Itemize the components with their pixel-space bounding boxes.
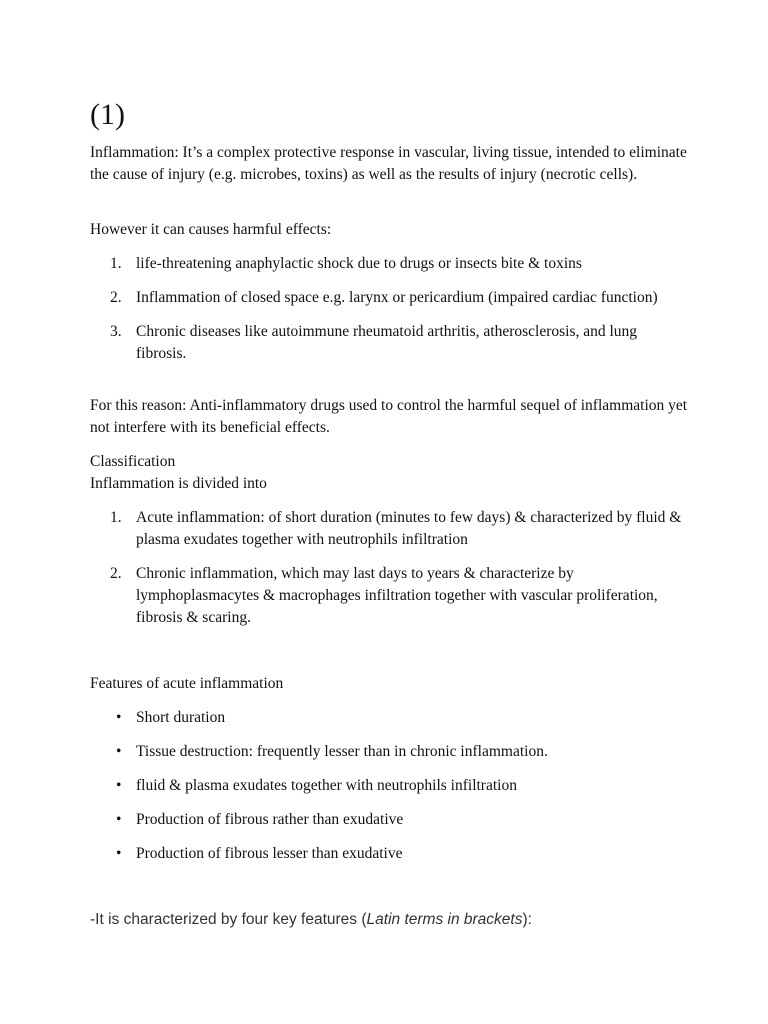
list-item [90, 253, 690, 275]
harmful-intro: However it can causes harmful effects: [90, 221, 332, 238]
list-item-text: Inflammation of closed space e.g. larynx or pericardium (impaired cardiac function) [136, 289, 658, 306]
list-item-text: Tissue destruction: frequently lesser than in chronic inflammation. [136, 743, 548, 760]
bullet-icon: • [116, 709, 122, 726]
list-item [90, 775, 690, 797]
bullet-icon: • [116, 811, 122, 828]
page-heading: (1) [90, 98, 125, 131]
list-item-text: Acute inflammation: of short duration (minutes to few days) & characterized by fluid & plasma exudates together with neutrophils infiltration [136, 509, 682, 548]
list-item-text: Chronic inflammation, which may last days to years & characterize by lymphoplasmacytes & macrophages infiltration together with vascular proliferation, fibrosis & scaring. [136, 565, 658, 626]
list-number: 2. [110, 565, 122, 582]
list-item-text: Production of fibrous rather than exudative [136, 811, 404, 828]
classification-title: Classification [90, 453, 176, 470]
list-item [90, 707, 690, 729]
list-item [90, 741, 690, 763]
list-item-text: life-threatening anaphylactic shock due to drugs or insects bite & toxins [136, 255, 582, 272]
list-number: 3. [110, 323, 122, 340]
list-item-text: Short duration [136, 709, 226, 726]
list-item [90, 287, 690, 309]
key-features-after: ): [522, 911, 532, 928]
list-number: 1. [110, 255, 122, 272]
list-item [90, 809, 690, 831]
classification-list [90, 507, 690, 641]
harmful-effects-list [90, 253, 690, 377]
features-title: Features of acute inflammation [90, 675, 284, 692]
list-number: 1. [110, 509, 122, 526]
list-item [90, 563, 690, 629]
list-item [90, 321, 690, 365]
list-item [90, 843, 690, 865]
list-item-text: fluid & plasma exudates together with neutrophils infiltration [136, 777, 517, 794]
intro-paragraph: Inflammation: It’s a complex protective response in vascular, living tissue, intended to eliminate the cause of injury (e.g. microbes, toxins) as well as the results of injury (necrotic cells). [90, 144, 687, 183]
list-item [90, 507, 690, 551]
bullet-icon: • [116, 777, 122, 794]
bullet-icon: • [116, 845, 122, 862]
key-features-before: -It is characterized by four key features ( [90, 911, 367, 928]
reason-paragraph: For this reason: Anti-inflammatory drugs used to control the harmful sequel of inflammation yet not interfere with its beneficial effects. [90, 397, 688, 436]
list-number: 2. [110, 289, 122, 306]
features-list [90, 707, 690, 877]
classification-intro: Inflammation is divided into [90, 475, 267, 492]
key-features-line [90, 909, 710, 931]
list-item-text: Chronic diseases like autoimmune rheumatoid arthritis, atherosclerosis, and lung fibrosis. [136, 323, 638, 362]
list-item-text: Production of fibrous lesser than exudative [136, 845, 403, 862]
bullet-icon: • [116, 743, 122, 760]
key-features-italic: Latin terms in brackets [366, 911, 523, 928]
